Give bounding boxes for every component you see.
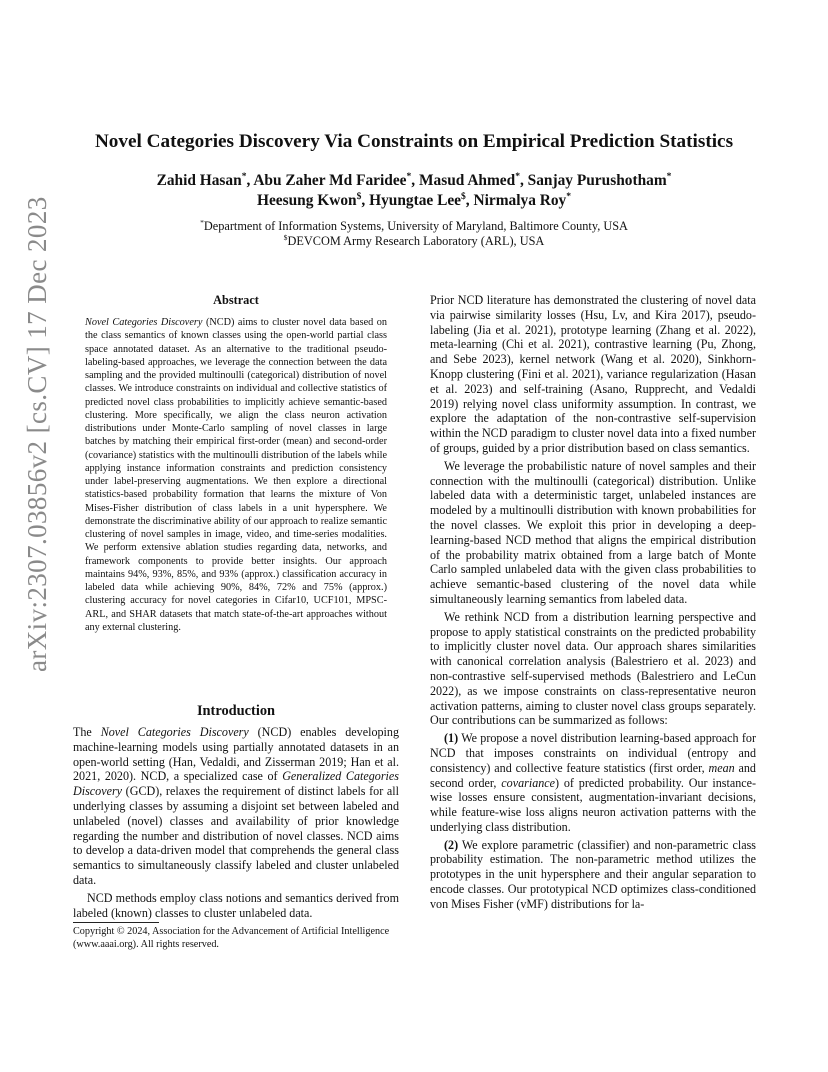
affiliations xyxy=(0,219,828,248)
author-name: Masud Ahmed xyxy=(418,172,516,189)
text-run: The xyxy=(73,725,101,739)
author-mark: $ xyxy=(461,190,466,202)
affiliation-line xyxy=(0,219,828,234)
affiliation-text: Department of Information Systems, University of Maryland, Baltimore County, USA xyxy=(203,219,628,233)
author-mark: * xyxy=(666,170,672,182)
footnote-rule xyxy=(73,922,159,923)
author-name: Hyungtae Lee xyxy=(369,192,462,209)
copyright-footnote xyxy=(73,922,399,951)
intro-paragraph-1 xyxy=(73,725,399,888)
intro-paragraph-2: NCD methods employ class notions and semantics derived from labeled (known) classes to cluster unlabeled data. xyxy=(73,890,399,920)
affiliation-mark: * xyxy=(200,217,204,227)
text-run: (GCD), relaxes the requirement of distinct labels for all underlying classes by assuming a disjoint set between labeled and unlabeled (novel) classes and availability of prior knowledge regarding the number and distribution of novel classes. NCD aims to develop a data-driven model that comprehends the general class semantics to simultaneously classify labeled and cluster unlabeled data. xyxy=(73,784,399,887)
right-paragraph-2: We leverage the probabilistic nature of novel samples and their connection with the multinoulli (categorical) distribution. Unlike labeled data with a deterministic target, unlabeled instances are modeled by a multinoulli distribution with known probabilities for the novel classes. We exploit this prior in developing a deep-learning-based NCD method that aligns the empirical distribution of the probability matrix obtained from a large batch of Monte Carlo sampled unlabeled data with the given class probabilities to achieve semantic-based clustering of the novel data while simultaneously learning semantics from labeled data. xyxy=(430,458,756,606)
italic-term: Novel Categories Discovery xyxy=(100,725,249,739)
text-run: and second order, xyxy=(430,760,756,790)
contribution-2 xyxy=(430,838,756,912)
right-column xyxy=(430,293,756,912)
italic-term: mean xyxy=(708,760,735,775)
right-paragraph-3: We rethink NCD from a distribution learning perspective and propose to apply statistical constraints on the predicted probability to implicitly cluster novel data. Our approach shares similarities with canonical correlation analysis (Balestriero et al. 2023) and non-contrastive self-supervised methods (Balestriero and LeCun 2022), as we impose constraints on class-representative neuron activation patterns, aiming to cluster novel class groups separately. Our contributions can be summarized as follows: xyxy=(430,609,756,728)
abstract-heading: Abstract xyxy=(213,293,259,307)
introduction-section xyxy=(73,703,399,920)
text-run: We explore parametric (classifier) and non-parametric class probability estimation. The non-parametric method utilizes the prototypes in the unit hypersphere and their angular separation to encode classes. Our prototypical NCD optimizes class-conditioned von Mises Fisher (vMF) distributions for la- xyxy=(430,837,756,911)
author-mark: * xyxy=(566,190,572,202)
author-mark: * xyxy=(241,170,247,182)
text-run: We propose a novel distribution learning-based approach for NCD that imposes constraints on individual (entropy and consistency) and collective feature statistics (first order, xyxy=(430,731,756,775)
affiliation-text: DEVCOM Army Research Laboratory (ARL), USA xyxy=(287,233,545,248)
author-name: Heesung Kwon xyxy=(256,192,357,209)
left-column xyxy=(73,293,399,634)
introduction-heading: Introduction xyxy=(196,703,276,719)
contribution-label: (2) xyxy=(444,837,459,852)
paper-title: Novel Categories Discovery Via Constraints on Empirical Prediction Statistics xyxy=(94,131,734,152)
author-mark: * xyxy=(515,170,520,182)
abstract-lead: Novel Categories Discovery xyxy=(85,317,203,328)
copyright-text: Copyright © 2024, Association for the Advancement of Artificial Intelligence (www.aaai.org). All rights reserved. xyxy=(73,926,390,950)
author-mark: $ xyxy=(356,190,362,202)
abstract-body: (NCD) aims to cluster novel data based on the class semantics of known classes using the open-world partial class space annotated dataset. As an alternative to the traditional pseudo-labeling-based approaches, we leverage the connection between the data sampling and the provided multinoulli (categorical) distribution of novel classes. We introduce constraints on individual and collective statistics of predicted novel class probabilities to implicitly achieve semantic-based clustering. More specifically, we align the class neuron activation distributions under Monte-Carlo sampling of novel classes in large batches by matching their empirical first-order (mean) and second-order (covariance) statistics with the multinoulli distribution of the labels while applying instance information constraints and prediction consistency under label-preserving augmentations. We then explore a directional statistics-based probability formation that learns the mixture of Von Mises-Fisher distribution of class labels in a unit hypersphere. We demonstrate the discriminative ability of our approach to realize semantic clustering of novel samples in image, video, and time-series modalities. We perform extensive ablation studies regarding data, networks, and framework components to provide better insights. Our approach maintains 94%, 93%, 85%, and 93% (approx.) classification accuracy in labeled data while achieving 90%, 84%, 72% and 75% (approx.) clustering accuracy for novel categories in Cifar10, UCF101, MPSC-ARL, and SHAR datasets that match state-of-the-art approaches without any external clustering. xyxy=(85,317,387,633)
abstract-text xyxy=(73,316,399,634)
italic-term: covariance xyxy=(501,775,556,790)
arxiv-identifier: arXiv:2307.03856v2 [cs.CV] 17 Dec 2023 xyxy=(22,196,52,672)
affiliation-line xyxy=(0,234,828,249)
author-name: Sanjay Purushotham xyxy=(527,172,667,189)
text-run: (NCD) enables developing machine-learning models using partially annotated datasets in an open-world setting (Han, Vedaldi, and Zisserman 2019; Han et al. 2021, 2020). NCD, a specialized case of xyxy=(73,725,399,784)
author-name: Nirmalya Roy xyxy=(473,192,567,209)
author-name: Abu Zaher Md Faridee xyxy=(253,172,407,189)
author-mark: * xyxy=(406,170,412,182)
author-name: Zahid Hasan xyxy=(156,172,242,189)
contribution-label: (1) xyxy=(444,731,459,746)
affiliation-mark: $ xyxy=(283,232,288,242)
contribution-1 xyxy=(430,731,756,835)
author-list: Zahid Hasan*, Abu Zaher Md Faridee*, Masud Ahmed*, Sanjay Purushotham* Heesung Kwon$, Hyungtae Lee$, Nirmalya Roy* xyxy=(156,170,672,209)
italic-term: Generalized Categories Discovery xyxy=(73,769,399,799)
text-run: ) of predicted probability. Our instance-wise losses ensure consistent, augmentation-invariant decisions, while feature-wise loss aligns neuron activation patterns with the underlying class distribution. xyxy=(430,775,757,834)
right-paragraph-1: Prior NCD literature has demonstrated the clustering of novel data via pairwise similarity losses (Hsu, Lv, and Kira 2017), pseudo-labeling (Jia et al. 2021), prototype learning (Zhang et al. 2022), meta-learning (Chi et al. 2021), contrastive learning (Pu, Zhong, and Sebe 2023), kernel network (Wang et al. 2020), Sinkhorn-Knopp clustering (Fini et al. 2021), variance regularization (Hasan et al. 2023) and self-training (Asano, Rupprecht, and Vedaldi 2019) relying novel class uniformity assumption. In contrast, we explore the adaptation of the non-contrastive self-supervision within the NCD paradigm to cluster novel data into a fixed number of groups, guided by a prior distribution based on class semantics. xyxy=(430,293,756,455)
